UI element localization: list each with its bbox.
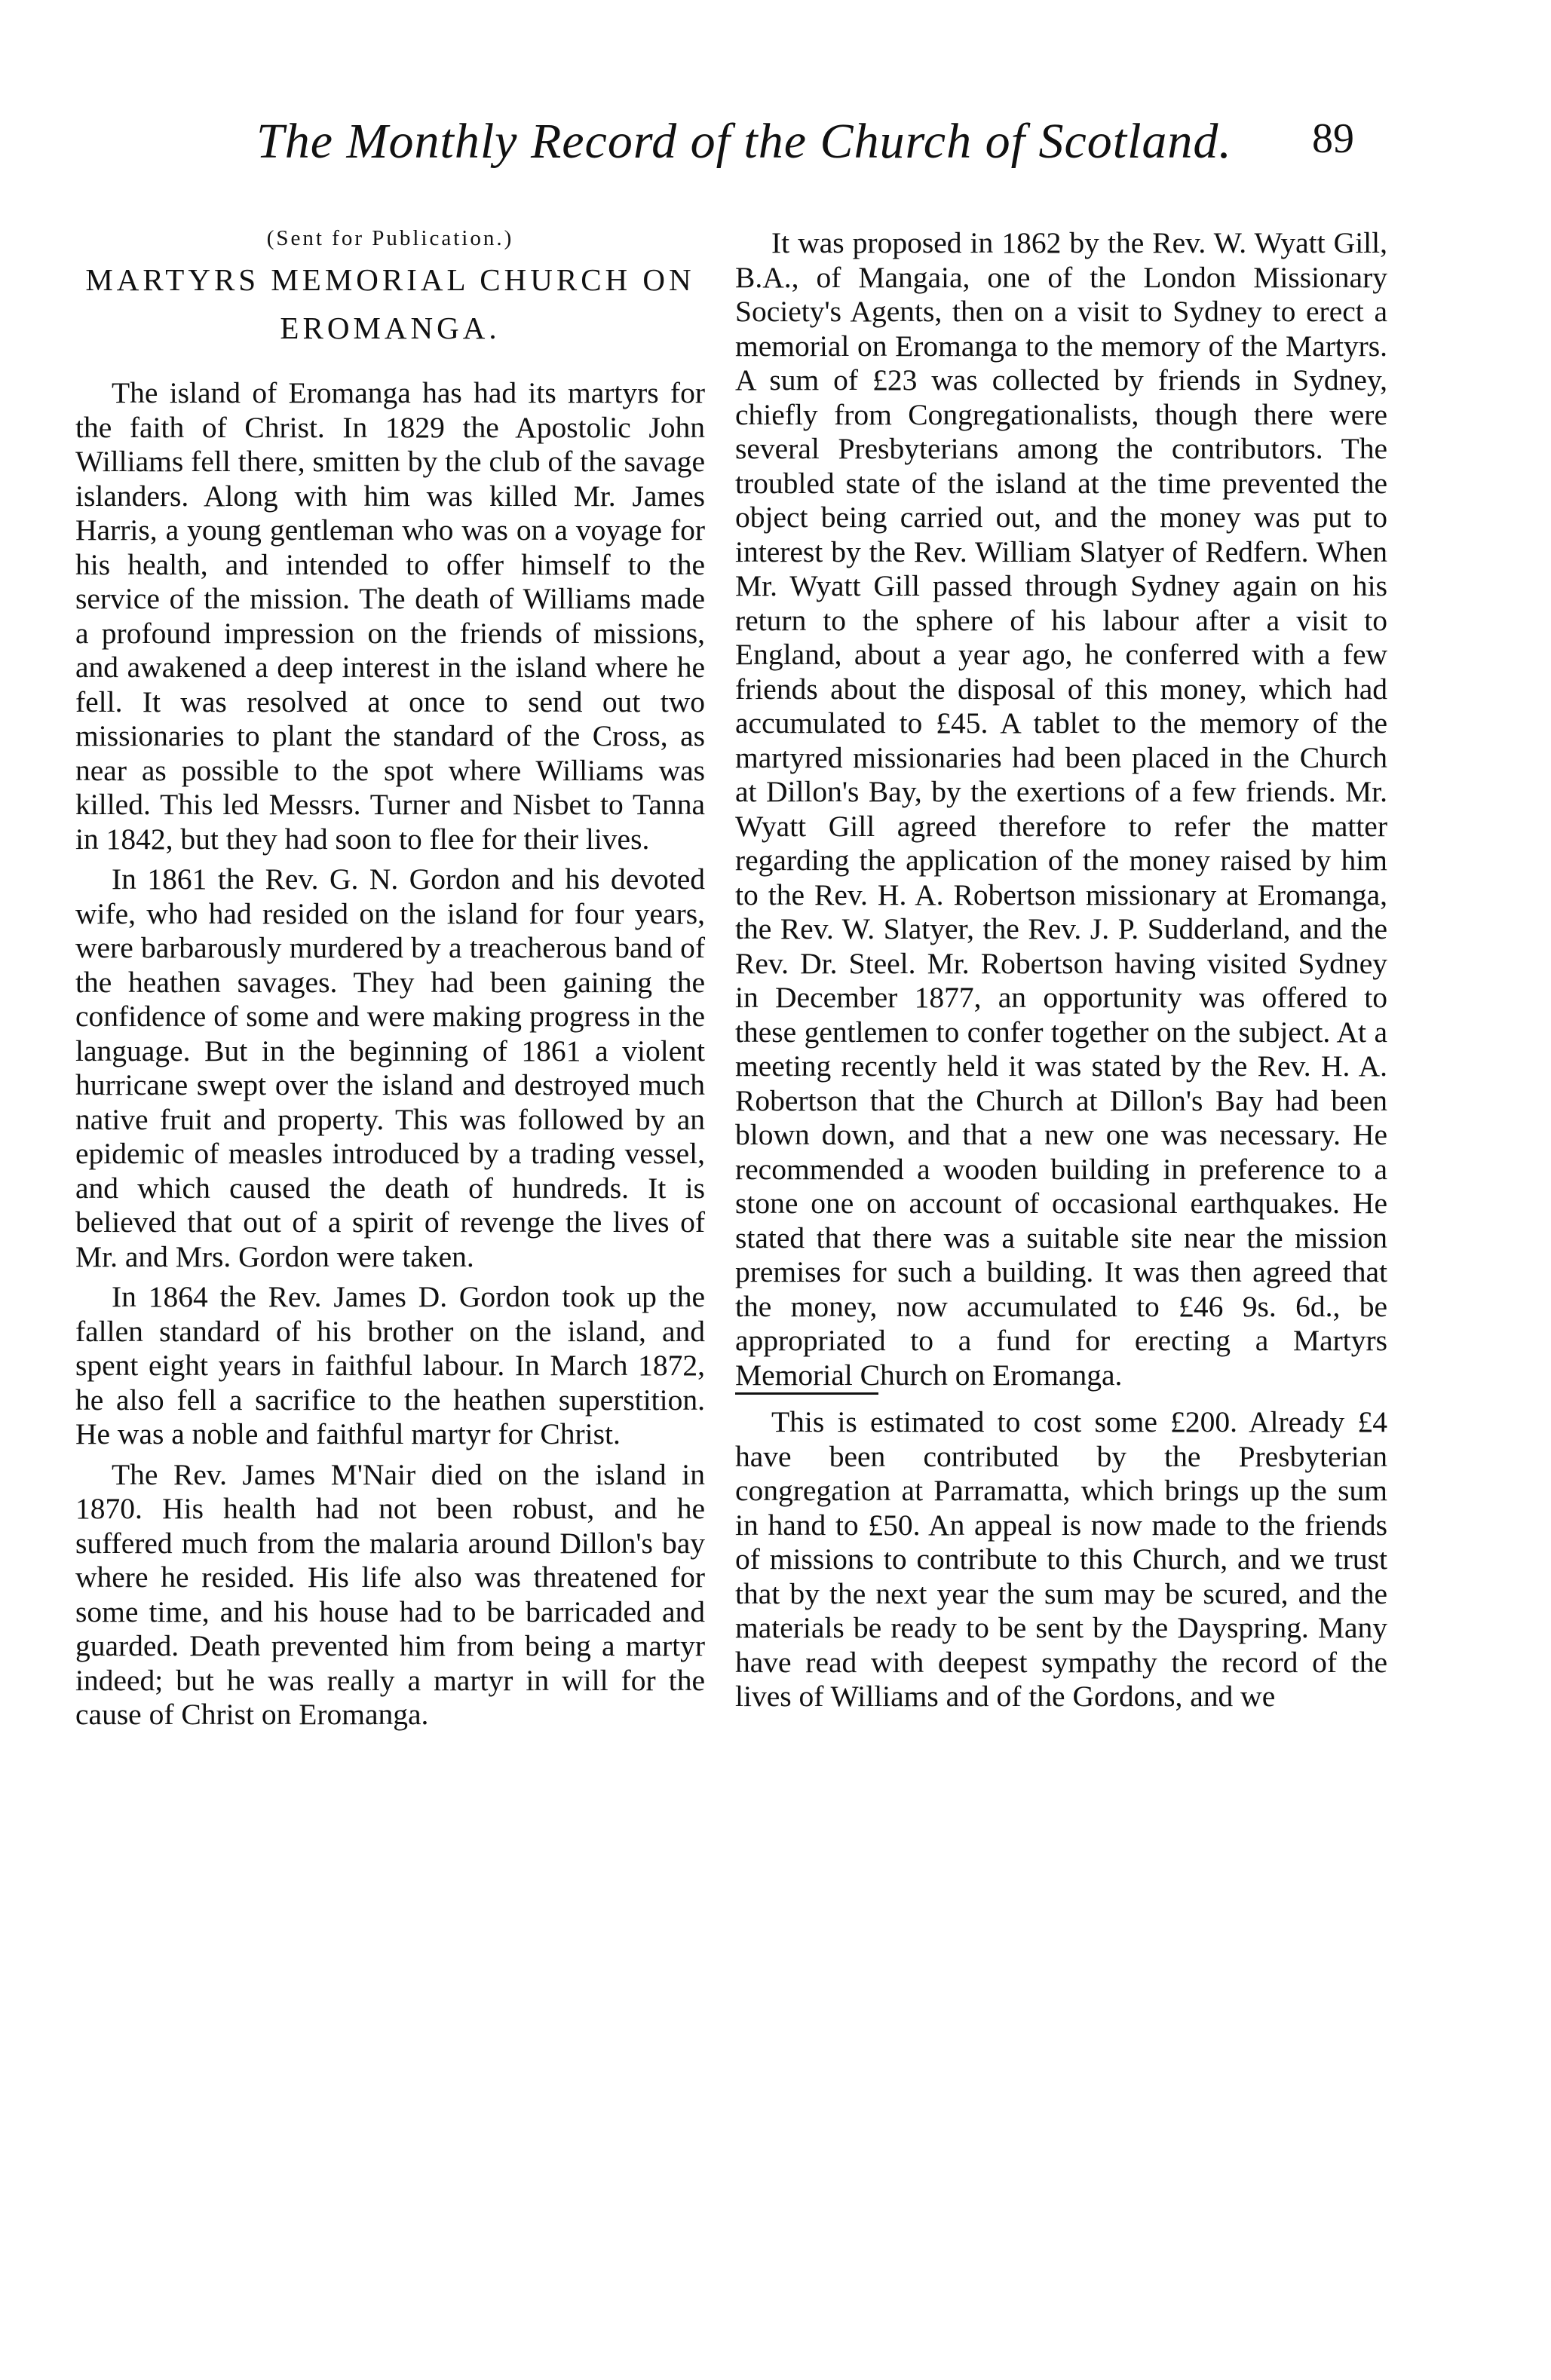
right-column bbox=[735, 226, 1387, 1714]
section-divider bbox=[735, 1392, 878, 1395]
publication-note: (Sent for Publication.) bbox=[266, 226, 514, 250]
paragraph-gordon-1864: In 1864 the Rev. James D. Gordon took up the fallen standard of his brother on the island, and spent eight years in faithful labour. In March 1872, he also fell a sacrifice to the heathen superstition. He was a noble and faithful martyr for Christ. bbox=[75, 1280, 705, 1450]
paragraph-martyrs-intro: The island of Eromanga has had its martyrs for the faith of Christ. In 1829 the Apostolic John Williams fell there, smitten by the club of the savage islanders. Along with him was killed Mr. James Harris, a young gentleman who was on a voyage for his health, and intended to offer himself to the service of the mission. The death of Williams made a profound impression on the friends of missions, and awakened a deep interest in the island where he fell. It was resolved at once to send out two missionaries to plant the standard of the Cross, as near as possible to the spot where Williams was killed. This led Messrs. Turner and Nisbet to Tanna in 1842, but they had soon to flee for their lives. bbox=[75, 376, 705, 856]
paragraph-gordon-1861: In 1861 the Rev. G. N. Gordon and his devoted wife, who had resided on the island for four years, were barbarously murdered by a treacherous band of the heathen savages. They had been gaining the confidence of some and were making progress in the language. But in the beginning of 1861 a violent hurricane swept over the island and destroyed much native fruit and property. This was followed by an epidemic of measles introduced by a trading vessel, and which caused the death of hundreds. It is believed that out of a spirit of revenge the lives of Mr. and Mrs. Gordon were taken. bbox=[75, 862, 705, 1273]
running-head: The Monthly Record of the Church of Scotland. bbox=[256, 114, 1232, 169]
left-column bbox=[75, 226, 705, 1732]
page-number: 89 bbox=[1312, 115, 1354, 162]
article-title-line-2: EROMANGA. bbox=[280, 311, 501, 345]
article-title-line-1: MARTYRS MEMORIAL CHURCH ON bbox=[85, 262, 695, 297]
paragraph-appeal: This is estimated to cost some £200. Already £4 have been contributed by the Presbyterian congregation at Parramatta, which brings up the sum in hand to £50. An appeal is now made to the friends of missions to contribute to this Church, and we trust that by the next year the sum may be scured, and the materials be ready to be sent by the Dayspring. Many have read with deepest sympathy the record of the lives of Williams and of the Gordons, and we bbox=[735, 1405, 1387, 1713]
article-title bbox=[75, 256, 705, 352]
paragraph-mnair: The Rev. James M'Nair died on the island in 1870. His health had not been robust, and he suffered much from the malaria around Dillon's bay where he resided. His life also was threatened for some time, and his house had to be barricaded and guarded. Death prevented him from being a martyr indeed; but he was really a martyr in will for the cause of Christ on Eromanga. bbox=[75, 1457, 705, 1731]
paragraph-memorial-proposal: It was proposed in 1862 by the Rev. W. Wyatt Gill, B.A., of Mangaia, one of the London Missionary Society's Agents, then on a visit to Sydney to erect a memorial on Eromanga to the memory of the Martyrs. A sum of £23 was collected by friends in Sydney, chiefly from Congregationalists, though there were several Presbyterians among the contributors. The troubled state of the island at the time prevented the object being carried out, and the money was put to interest by the Rev. William Slatyer of Redfern. When Mr. Wyatt Gill passed through Sydney again on his return to the sphere of his labour after a visit to England, about a year ago, he conferred with a few friends about the disposal of this money, which had accumulated to £45. A tablet to the memory of the martyred missionaries had been placed in the Church at Dillon's Bay, by the exertions of a few friends. Mr. Wyatt Gill agreed therefore to refer the matter regarding the application of the money raised by him to the Rev. H. A. Robertson missionary at Eromanga, the Rev. W. Slatyer, the Rev. J. P. Sudderland, and the Rev. Dr. Steel. Mr. Robertson having visited Sydney in December 1877, an opportunity was offered to these gentlemen to confer together on the subject. At a meeting recently held it was stated by the Rev. H. A. Robertson that the Church at Dillon's Bay had been blown down, and that a new one was necessary. He recommended a wooden building in preference to a stone one on account of occasional earthquakes. He stated that there was a suitable site near the mission premises for such a building. It was then agreed that the money, now accumulated to £46 9s. 6d., be appropriated to a fund for erecting a Martyrs Memorial Church on Eromanga. bbox=[735, 226, 1387, 1392]
